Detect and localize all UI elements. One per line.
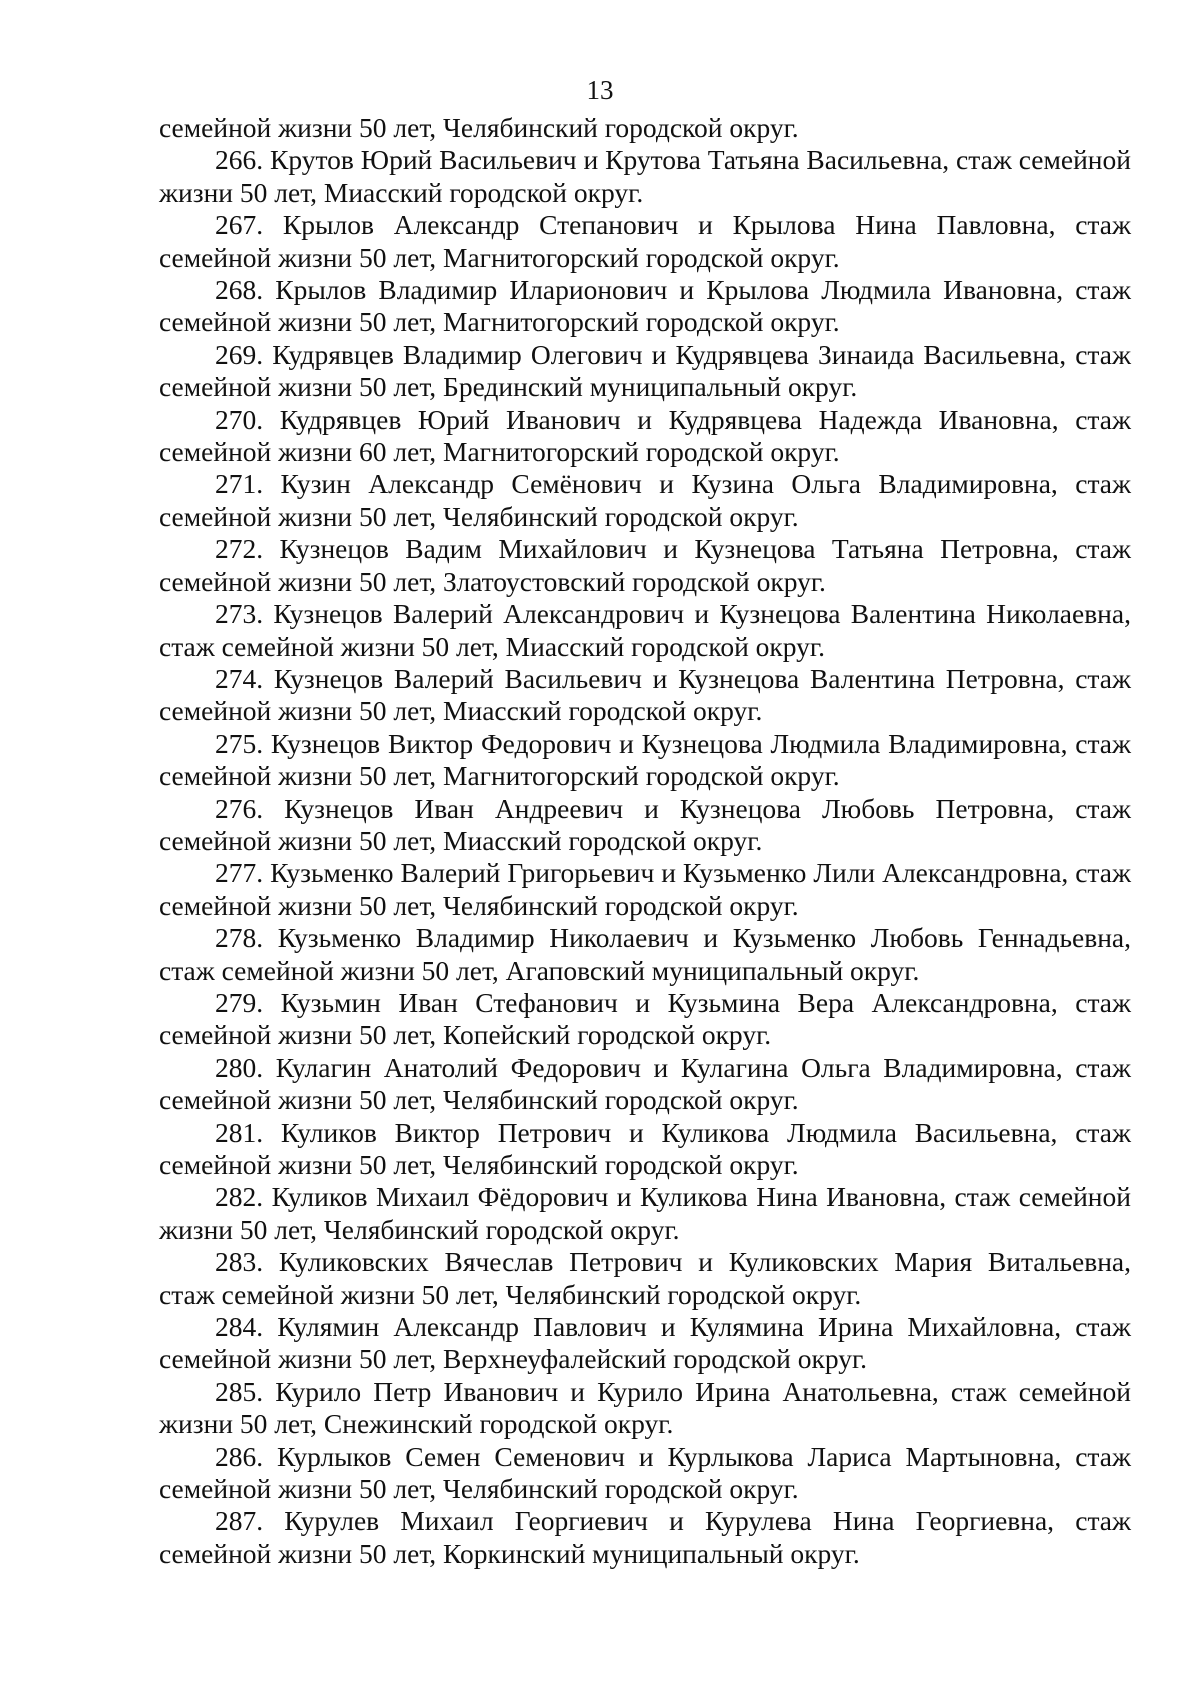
entry-text: Кулямин Александр Павлович и Кулямина Ирина Михайловна, стаж семейной жизни 50 лет, Верхнеуфалейский городской округ. <box>159 1311 1131 1375</box>
entry-number: 286. <box>215 1440 264 1472</box>
entry-number: 271. <box>215 468 264 500</box>
entry-text: Кудрявцев Владимир Олегович и Кудрявцева Зинаида Васильевна, стаж семейной жизни 50 лет, Брединский муниципальный округ. <box>159 338 1131 403</box>
entry-number: 266. <box>215 144 264 176</box>
entry-text: Кузнецов Валерий Александрович и Кузнецова Валентина Николаевна, стаж семейной жизни 50 лет, Миасский городской округ. <box>159 598 1131 662</box>
entry-number: 277. <box>215 857 264 889</box>
entry-number: 278. <box>215 922 264 954</box>
list-item <box>159 1052 1131 1117</box>
entry-text: Кузьменко Владимир Николаевич и Кузьменко Любовь Геннадьевна, стаж семейной жизни 50 лет, Агаповский муниципальный округ. <box>159 922 1131 986</box>
entry-number: 281. <box>215 1116 264 1148</box>
list-item <box>159 987 1131 1052</box>
entry-number: 270. <box>215 403 264 435</box>
entry-text: Кулагин Анатолий Федорович и Кулагина Ольга Владимировна, стаж семейной жизни 50 лет, Челябинский городской округ. <box>159 1051 1131 1116</box>
entry-number: 282. <box>215 1181 264 1213</box>
list-item <box>159 1246 1131 1311</box>
entry-number: 287. <box>215 1505 264 1537</box>
entry-number: 274. <box>215 662 264 694</box>
entry-text: Куликовских Вячеслав Петрович и Куликовских Мария Витальевна, стаж семейной жизни 50 лет, Челябинский городской округ. <box>159 1246 1131 1310</box>
entry-text: Куликов Виктор Петрович и Куликова Людмила Васильевна, стаж семейной жизни 50 лет, Челябинский городской округ. <box>159 1116 1131 1180</box>
list-item <box>159 144 1131 209</box>
entry-text: Кузьмин Иван Стефанович и Кузьмина Вера Александровна, стаж семейной жизни 50 лет, Копейский городской округ. <box>159 986 1131 1051</box>
entry-number: 268. <box>215 274 264 306</box>
list-item <box>159 1376 1131 1441</box>
entry-text: Кузин Александр Семёнович и Кузина Ольга Владимировна, стаж семейной жизни 50 лет, Челябинский городской округ. <box>159 468 1131 532</box>
entry-number: 275. <box>215 727 264 759</box>
list-item <box>159 209 1131 274</box>
entry-number: 283. <box>215 1246 264 1278</box>
list-item <box>159 404 1131 469</box>
entry-text: Крылов Владимир Иларионович и Крылова Людмила Ивановна, стаж семейной жизни 50 лет, Магнитогорский городской округ. <box>159 274 1131 338</box>
entry-text: Куликов Михаил Фёдорович и Куликова Нина Ивановна, стаж семейной жизни 50 лет, Челябинский городской округ. <box>159 1181 1131 1245</box>
entry-text: Кузьменко Валерий Григорьевич и Кузьменко Лили Александровна, стаж семейной жизни 50 лет, Челябинский городской округ. <box>159 857 1131 921</box>
entry-text: Кузнецов Валерий Васильевич и Кузнецова Валентина Петровна, стаж семейной жизни 50 лет, Миасский городской округ. <box>159 662 1131 727</box>
entry-text: Крылов Александр Степанович и Крылова Нина Павловна, стаж семейной жизни 50 лет, Магнитогорский городской округ. <box>159 209 1131 273</box>
list-item <box>159 468 1131 533</box>
entry-number: 276. <box>215 792 264 824</box>
entry-number: 285. <box>215 1375 264 1407</box>
entry-text: Кузнецов Иван Андреевич и Кузнецова Любовь Петровна, стаж семейной жизни 50 лет, Миасский городской округ. <box>159 792 1131 856</box>
entry-text: Курлыков Семен Семенович и Курлыкова Лариса Мартыновна, стаж семейной жизни 50 лет, Челябинский городской округ. <box>159 1440 1131 1505</box>
entry-number: 269. <box>215 338 264 370</box>
list-item <box>159 533 1131 598</box>
list-item <box>159 274 1131 339</box>
list-item <box>159 1181 1131 1246</box>
list-item <box>159 1441 1131 1506</box>
entry-text: Крутов Юрий Васильевич и Крутова Татьяна Васильевна, стаж семейной жизни 50 лет, Миасский городской округ. <box>159 144 1131 208</box>
list-item <box>159 728 1131 793</box>
entry-text: Кузнецов Вадим Михайлович и Кузнецова Татьяна Петровна, стаж семейной жизни 50 лет, Златоустовский городской округ. <box>159 533 1131 597</box>
list-item <box>159 1117 1131 1182</box>
entry-number: 279. <box>215 986 264 1018</box>
list-item <box>159 1311 1131 1376</box>
list-item <box>159 857 1131 922</box>
entry-list <box>159 144 1131 1570</box>
entry-text: Курило Петр Иванович и Курило Ирина Анатольевна, стаж семейной жизни 50 лет, Снежинский городской округ. <box>159 1375 1131 1440</box>
entry-text: Кузнецов Виктор Федорович и Кузнецова Людмила Владимировна, стаж семейной жизни 50 лет, Магнитогорский городской округ. <box>159 727 1131 792</box>
entry-number: 280. <box>215 1051 264 1083</box>
continuation-paragraph: семейной жизни 50 лет, Челябинский городской округ. <box>159 112 799 143</box>
list-item <box>159 339 1131 404</box>
entry-number: 267. <box>215 209 264 241</box>
list-item <box>159 1505 1131 1570</box>
list-item <box>159 922 1131 987</box>
entry-number: 284. <box>215 1311 264 1343</box>
document-body <box>159 112 1131 1570</box>
list-item <box>159 598 1131 663</box>
entry-number: 272. <box>215 533 264 565</box>
entry-text: Курулев Михаил Георгиевич и Курулева Нина Георгиевна, стаж семейной жизни 50 лет, Коркинский муниципальный округ. <box>159 1505 1131 1569</box>
entry-text: Кудрявцев Юрий Иванович и Кудрявцева Надежда Ивановна, стаж семейной жизни 60 лет, Магнитогорский городской округ. <box>159 403 1131 468</box>
page-number: 13 <box>586 75 614 105</box>
entry-number: 273. <box>215 598 264 630</box>
list-item <box>159 663 1131 728</box>
list-item <box>159 793 1131 858</box>
